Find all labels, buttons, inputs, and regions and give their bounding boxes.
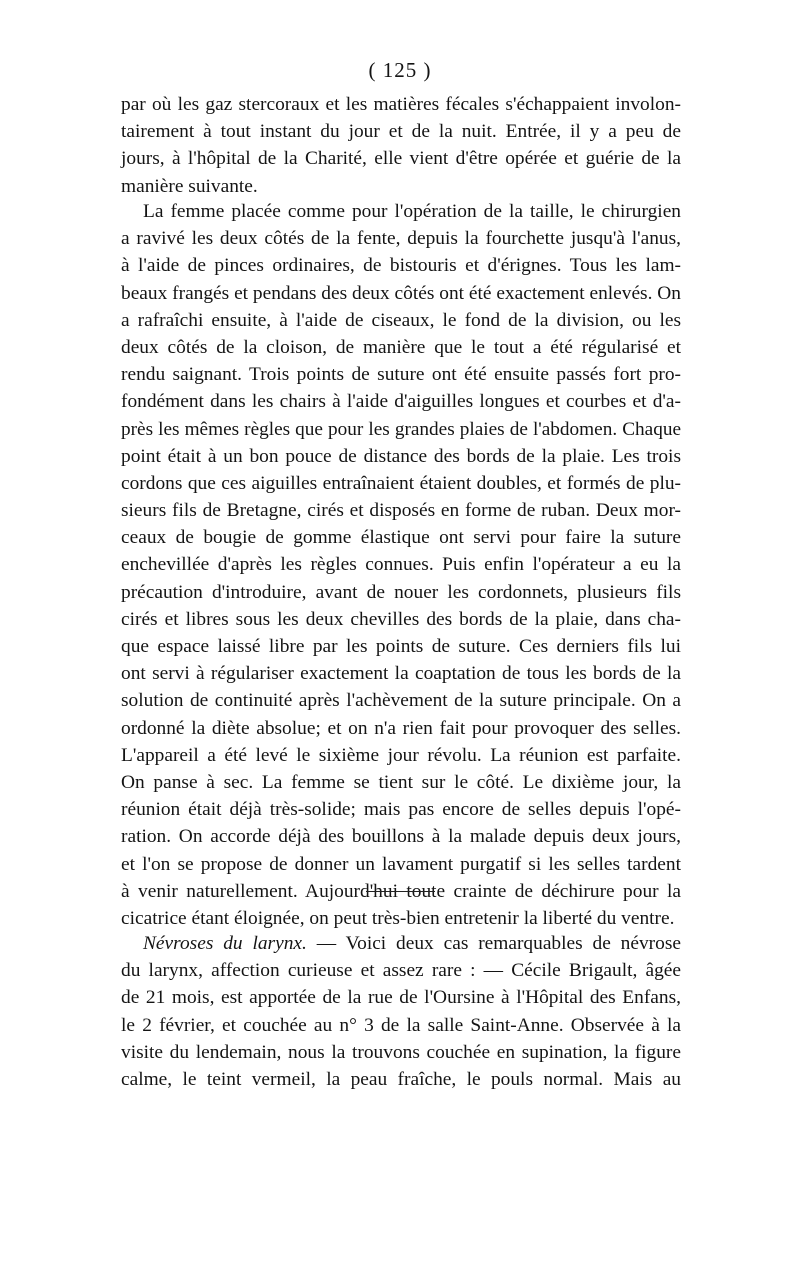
text-line: cicatrice étant éloignée, on peut très-bien entretenir la liberté du ventre. [121,907,675,929]
text-line: ceaux de bougie de gomme élastique ont servi pour faire la suture [121,527,681,549]
text-line: précaution d'introduire, avant de nouer les cordonnets, plusieurs fils [121,581,681,603]
text-line: cirés et libres sous les deux chevilles des bords de la plaie, dans cha- [121,608,681,630]
section-separator [366,891,435,892]
text-line: réunion était déjà très-solide; mais pas encore de selles depuis l'opé- [121,799,681,821]
text-line: ordonné la diète absolue; et on n'a rien fait pour provoquer des selles. [121,717,681,739]
text-line: deux côtés de la cloison, de manière que le tout a été régularisé et [121,336,681,358]
text-line: à venir naturellement. Aujourd'hui toute crainte de déchirure pour la [121,880,681,902]
text-line: point était à un bon pouce de distance des bords de la plaie. Les trois [121,445,681,467]
page-number: ( 125 ) [368,58,432,82]
text-line-first [121,930,681,957]
text-line: jours, à l'hôpital de la Charité, elle vient d'être opérée et guérie de la [121,148,681,170]
paragraph-continuation [121,91,681,200]
text-line: par où les gaz stercoraux et les matières fécales s'échappaient involon- [121,94,681,115]
text-line: a ravivé les deux côtés de la fente, depuis la fourchette jusqu'à l'anus, [121,228,681,250]
paragraph-operation [121,198,681,932]
text-line: cordons que ces aiguilles entraînaient étaient doubles, et formés de plu- [121,472,681,494]
text-line: que espace laissé libre par les points de suture. Ces derniers fils lui [121,636,681,657]
section-heading: Névroses du larynx. [143,933,307,954]
text-line: L'appareil a été levé le sixième jour révolu. La réunion est parfaite. [121,744,681,766]
text-line: ont servi à régulariser exactement la coaptation de tous les bords de la [121,663,681,685]
text-line: On panse à sec. La femme se tient sur le côté. Le dixième jour, la [121,771,681,793]
text-line: tairement à tout instant du jour et de la nuit. Entrée, il y a peu de [121,121,681,143]
text-line: le 2 février, et couchée au n° 3 de la salle Saint-Anne. Observée à la [121,1014,681,1036]
text-line: a rafraîchi ensuite, à l'aide de ciseaux, le fond de la division, ou les [121,309,681,331]
text-line: du larynx, affection curieuse et assez rare : — Cécile Brigault, âgée [121,960,681,982]
text-line: manière suivante. [121,175,258,197]
text-line: et l'on se propose de donner un lavament purgatif si les selles tardent [121,853,681,875]
text-line: sieurs fils de Bretagne, cirés et disposés en forme de ruban. Deux mor- [121,500,681,522]
text-line: près les mêmes règles que pour les grandes plaies de l'abdomen. Chaque [121,418,681,440]
text-line: de 21 mois, est apportée de la rue de l'Oursine à l'Hôpital des Enfans, [121,987,681,1009]
text-line: fondément dans les chairs à l'aide d'aiguilles longues et courbes et d'a- [121,391,681,413]
text-line: ration. On accorde déjà des bouillons à la malade depuis deux jours, [121,826,681,848]
text-line: visite du lendemain, nous la trouvons couchée en supination, la figure [121,1041,681,1063]
paragraph-nevroses [121,930,681,1093]
text-line: La femme placée comme pour l'opération de la taille, le chirurgien [143,201,681,222]
text-line: rendu saignant. Trois points de suture ont été ensuite passés fort pro- [121,364,681,386]
text-line: enchevillée d'après les règles connues. Puis enfin l'opérateur a eu la [121,554,681,576]
text-line: beaux frangés et pendans des deux côtés ont été exactement enlevés. On [121,282,681,304]
text-line: à l'aide de pinces ordinaires, de bistouris et d'érignes. Tous les lam- [121,255,681,277]
text-run: — Voici deux cas remarquables de névrose [306,933,681,954]
text-line: calme, le teint vermeil, la peau fraîche, le pouls normal. Mais au [121,1068,681,1090]
text-line: solution de continuité après l'achèvement de la suture principale. On a [121,690,681,712]
